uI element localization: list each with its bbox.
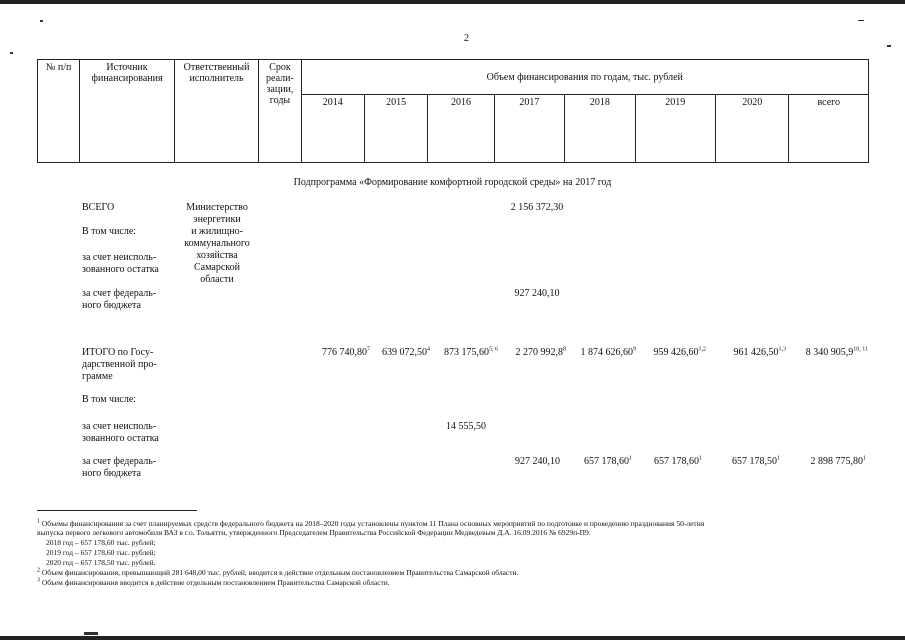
subprogram-title: Подпрограмма «Формирование комфортной городской среды» на 2017 год xyxy=(293,177,612,188)
header-year: 2014 xyxy=(301,95,364,163)
header-col-source: Источник финансирования xyxy=(80,60,175,163)
header-year: 2016 xyxy=(428,95,494,163)
row-label-unused-balance: за счет неисполь- xyxy=(82,252,157,263)
executor-line: Самарской xyxy=(194,262,240,273)
value-total-2020: 961 426,50$^{1,3}$ xyxy=(733,346,786,358)
header-funding-title: Объем финансирования по годам, тыс. рублей xyxy=(301,60,868,95)
footnote-2: $^2$ Объем финансирования, превышающий 281 648,00 тыс. рублей, вводится в действие отдельным постановлением Правительства Самарской области. xyxy=(37,567,519,577)
value-federal-2019: 657 178,60$^1$ xyxy=(654,455,702,467)
row-label-grand-total-cont: дарственной про- xyxy=(82,359,157,370)
row-label-including: В том числе: xyxy=(82,394,137,405)
value-federal-2018: 657 178,60$^1$ xyxy=(584,455,632,467)
value-total-all: 8 340 905,9$^{10, 11}$ xyxy=(805,346,868,358)
footnote-1-cont: выпуска первого легкового автомобиля ВАЗ в г.о. Тольятти, утвержденного Председателем Правительства Российской Федерации Медведевым Д.А. 16.09.2016 № 6929п-П9: xyxy=(37,528,591,537)
scan-speck xyxy=(858,20,864,21)
header-year: 2019 xyxy=(635,95,715,163)
header-col-term: Срок реали-зации, годы xyxy=(259,60,301,163)
scan-speck xyxy=(10,52,13,54)
scan-bottom-edge xyxy=(0,636,905,640)
value-total-2015: 639 072,50$^4$ xyxy=(382,346,430,358)
value-total-2018: 1 874 626,60$^9$ xyxy=(580,346,636,358)
executor-line: Министерство xyxy=(186,202,248,213)
row-label-grand-total-cont: грамме xyxy=(82,371,113,382)
value-federal-2017: 927 240,10 xyxy=(515,456,560,467)
header-year: 2017 xyxy=(494,95,564,163)
row-label-unused-balance: за счет неисполь- xyxy=(82,421,157,432)
scan-speck xyxy=(40,20,43,22)
executor-line: коммунального xyxy=(184,238,250,249)
page-number: 2 xyxy=(464,33,469,44)
value-total-2016: 873 175,60$^{5, 6}$ xyxy=(444,346,498,358)
header-year: 2015 xyxy=(364,95,427,163)
row-label-grand-total: ИТОГО по Госу- xyxy=(82,347,154,358)
row-label-total: ВСЕГО xyxy=(82,202,115,213)
header-col-number: № п/п xyxy=(38,60,80,163)
value-federal-2020: 657 178,50$^1$ xyxy=(732,455,780,467)
funding-header-table xyxy=(37,59,869,163)
row-label-unused-balance-cont: зованного остатка xyxy=(82,264,159,275)
value-total-2017: 2 156 372,30 xyxy=(510,202,564,213)
value-total-2019: 959 426,60$^{1,2}$ xyxy=(653,346,706,358)
row-label-federal: за счет федераль- xyxy=(82,456,157,467)
scan-speck xyxy=(887,45,891,47)
header-total: всего xyxy=(789,95,869,163)
value-federal-2017: 927 240,10 xyxy=(514,288,560,299)
executor-line: области xyxy=(200,274,234,285)
footnote-separator xyxy=(37,510,197,511)
value-unused-2016: 14 555,50 xyxy=(446,421,486,432)
row-label-unused-balance-cont: зованного остатка xyxy=(82,433,159,444)
value-federal-all: 2 898 775,80$^1$ xyxy=(810,455,866,467)
row-label-federal: за счет федераль- xyxy=(82,288,157,299)
header-col-executor: Ответственный исполнитель xyxy=(174,60,259,163)
footnote-1-year: 2018 год – 657 178,60 тыс. рублей; xyxy=(46,538,156,547)
executor-line: хозяйства xyxy=(196,250,238,261)
footnote-3: $^3$ Объем финансирования вводится в действие отдельным постановлением Правительства Самарской области. xyxy=(37,577,390,587)
executor-line: и жилищно- xyxy=(191,226,243,237)
footnote-1-year: 2019 год – 657 178,60 тыс. рублей; xyxy=(46,548,156,557)
executor-line: энергетики xyxy=(193,214,241,225)
footnote-1-year: 2020 год – 657 178,50 тыс. рублей. xyxy=(46,558,156,567)
row-label-federal-cont: ного бюджета xyxy=(82,468,141,479)
scan-speck xyxy=(84,632,98,635)
header-year: 2018 xyxy=(565,95,635,163)
row-label-including: В том числе: xyxy=(82,226,137,237)
value-total-2017: 2 270 992,8$^8$ xyxy=(515,346,566,358)
header-year: 2020 xyxy=(716,95,789,163)
footnote-1: $^1$ Объемы финансирования за счет планируемых средств федерального бюджета на 2018–2020 годы установлены пунктом 11 Плана основных мероприятий по подготовке и проведению празднования 50-летия xyxy=(37,518,705,528)
value-total-2014: 776 740,80$^7$ xyxy=(322,346,370,358)
row-label-federal-cont: ного бюджета xyxy=(82,300,141,311)
scan-top-edge xyxy=(0,0,905,4)
